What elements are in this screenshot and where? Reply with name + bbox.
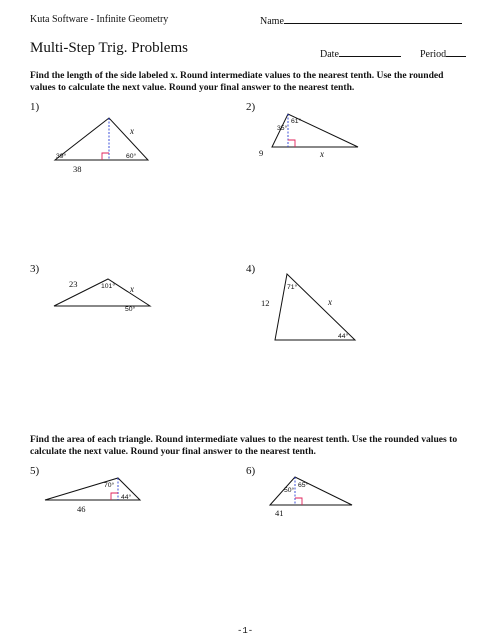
- page-title: Multi-Step Trig. Problems: [30, 40, 188, 56]
- problem-6-angle-left: 50°: [284, 487, 295, 494]
- problem-2-number: 2): [246, 101, 256, 113]
- problem-1-angle-left: 39°: [56, 153, 67, 160]
- problem-6-right-angle-mark: [295, 498, 302, 505]
- problem-3-side-x: x: [130, 284, 134, 294]
- problem-3-angle-right: 50°: [125, 306, 136, 313]
- problem-4-side-x: x: [328, 297, 332, 307]
- problem-4-angle-top: 71°: [287, 284, 298, 291]
- problem-1-side-x: x: [130, 126, 134, 136]
- problem-5-side-bottom: 46: [77, 504, 86, 514]
- name-label: Name: [260, 16, 284, 27]
- problem-5-angle-top: 70°: [104, 482, 115, 489]
- instructions-part2: Find the area of each triangle. Round intermediate values to the nearest tenth. Use the rounded values to calculate the next value. Round your final answer to the nearest tenth.: [30, 434, 458, 457]
- problem-6-number: 6): [246, 465, 256, 477]
- problem-2-side-left: 9: [259, 148, 264, 158]
- period-label: Period: [420, 49, 447, 60]
- problem-4-angle-right: 44°: [338, 333, 349, 340]
- problem-5-angle-right: 44°: [121, 494, 132, 501]
- problem-3-number: 3): [30, 263, 40, 275]
- problem-2-side-x: x: [320, 149, 324, 159]
- problem-4-number: 4): [246, 263, 256, 275]
- problem-3-angle-top: 101°: [101, 283, 116, 290]
- problem-5-number: 5): [30, 465, 40, 477]
- problem-2-angle-top-right: 61°: [291, 118, 302, 125]
- problem-6-side-bottom: 41: [275, 508, 284, 518]
- problem-6-angle-right: 65°: [298, 482, 309, 489]
- problem-1-angle-right: 60°: [126, 153, 137, 160]
- problem-1-side-bottom: 38: [73, 164, 82, 174]
- software-label: Kuta Software - Infinite Geometry: [30, 14, 169, 25]
- instructions-part1: Find the length of the side labeled x. Round intermediate values to the nearest tenth. Use the rounded values to calculate the next value. Round your final answer to the nearest tenth.: [30, 70, 444, 93]
- problem-1-number: 1): [30, 101, 40, 113]
- problem-4-side-left: 12: [261, 298, 270, 308]
- problem-3-side-left: 23: [69, 279, 78, 289]
- date-label: Date: [320, 49, 339, 60]
- problem-2-angle-top-left: 35°: [277, 125, 288, 132]
- problem-6-triangle: [270, 477, 352, 505]
- page-number: -1-: [237, 626, 254, 636]
